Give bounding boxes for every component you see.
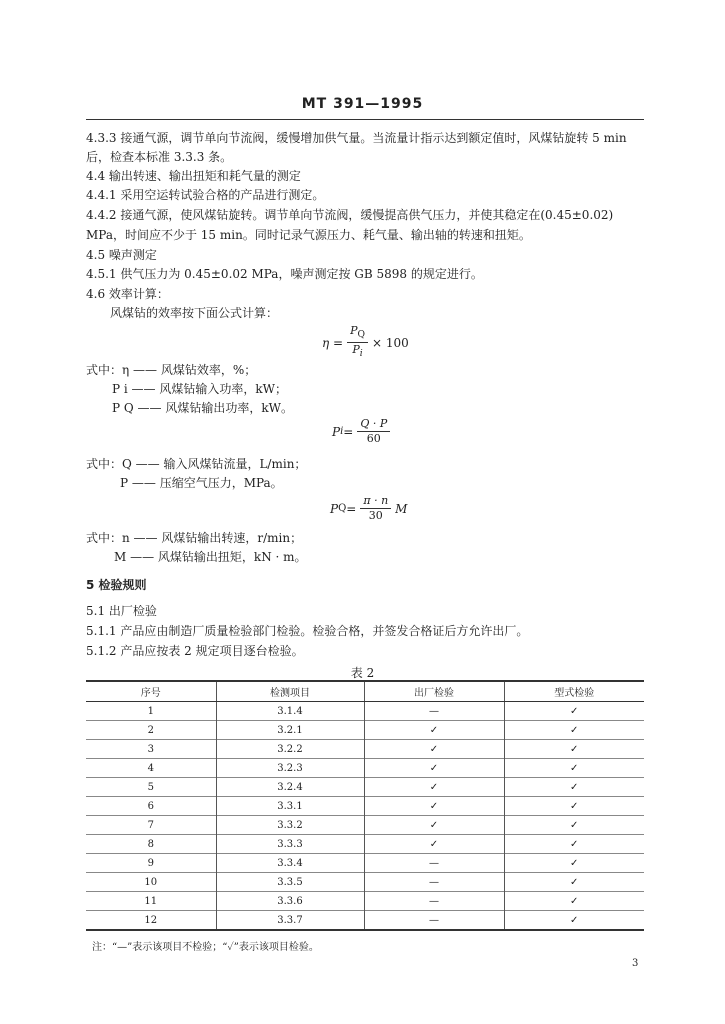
table-row xyxy=(86,911,644,931)
clause-4-4-2-cont: MPa，时间应不少于 15 min。同时记录气源压力、耗气量、输出轴的转速和扭矩。 xyxy=(86,228,531,242)
clause-5-1-1: 5.1.1 产品应由制造厂质量检验部门检验。检验合格，并签发合格证后方允许出厂。 xyxy=(86,624,529,638)
table-caption: 表 2 xyxy=(350,666,375,680)
formula-input-power xyxy=(332,417,394,446)
definition-pi: P i —— 风煤钻输入功率，kW； xyxy=(112,382,287,396)
table-row xyxy=(86,702,644,721)
formula-output-power-tail: M xyxy=(395,501,408,516)
cell-factory: — xyxy=(364,911,504,931)
formula-output-power-lhs: P xyxy=(330,501,339,516)
header-item: 检测项目 xyxy=(216,681,364,702)
page-number: 3 xyxy=(632,958,639,969)
cell-seq: 2 xyxy=(86,721,216,740)
formula-output-power-num: π · n xyxy=(360,494,391,509)
cell-seq: 1 xyxy=(86,702,216,721)
definition-m: M —— 风煤钻输出扭矩，kN · m。 xyxy=(114,550,307,564)
definition-q: 式中：Q —— 输入风煤钻流量，L/min； xyxy=(86,457,307,471)
cell-type: ✓ xyxy=(504,816,644,835)
clause-4-4-2: 4.4.2 接通气源，使风煤钻旋转。调节单向节流阀，缓慢提高供气压力，并使其稳定在(0.45±0.02) xyxy=(86,208,614,222)
formula-efficiency-lhs: η = xyxy=(322,335,344,350)
cell-item: 3.2.1 xyxy=(216,721,364,740)
formula-input-power-num: Q · P xyxy=(357,417,390,432)
clause-5-1: 5.1 出厂检验 xyxy=(86,604,157,618)
cell-item: 3.1.4 xyxy=(216,702,364,721)
clause-4-5-1: 4.5.1 供气压力为 0.45±0.02 MPa，噪声测定按 GB 5898 的规定进行。 xyxy=(86,267,483,281)
table-row xyxy=(86,816,644,835)
definition-p: P —— 压缩空气压力，MPa。 xyxy=(120,476,283,490)
formula-efficiency-den: P xyxy=(352,343,360,357)
header-seq: 序号 xyxy=(86,681,216,702)
standard-code-header: MT 391—1995 xyxy=(301,96,424,112)
cell-seq: 7 xyxy=(86,816,216,835)
cell-type: ✓ xyxy=(504,759,644,778)
formula-efficiency xyxy=(322,324,409,361)
cell-item: 3.2.4 xyxy=(216,778,364,797)
cell-seq: 9 xyxy=(86,854,216,873)
cell-seq: 4 xyxy=(86,759,216,778)
inspection-table xyxy=(86,680,644,931)
formula-efficiency-num-sub: Q xyxy=(357,329,365,341)
cell-seq: 5 xyxy=(86,778,216,797)
table-row xyxy=(86,759,644,778)
cell-item: 3.2.2 xyxy=(216,740,364,759)
table-row xyxy=(86,854,644,873)
header-factory-inspection: 出厂检验 xyxy=(364,681,504,702)
cell-item: 3.3.3 xyxy=(216,835,364,854)
formula-efficiency-tail: × 100 xyxy=(371,335,409,350)
clause-4-4: 4.4 输出转速、输出扭矩和耗气量的测定 xyxy=(86,169,301,183)
cell-seq: 12 xyxy=(86,911,216,931)
cell-seq: 6 xyxy=(86,797,216,816)
table-row xyxy=(86,721,644,740)
table-row xyxy=(86,873,644,892)
cell-seq: 10 xyxy=(86,873,216,892)
cell-seq: 11 xyxy=(86,892,216,911)
cell-item: 3.2.3 xyxy=(216,759,364,778)
cell-item: 3.3.4 xyxy=(216,854,364,873)
clause-4-3-3: 4.3.3 接通气源，调节单向节流阀，缓慢增加供气量。当流量计指示达到额定值时，风煤钻旋转 5 min xyxy=(86,131,627,145)
formula-output-power-den: 30 xyxy=(368,509,383,522)
definition-n: 式中：n —— 风煤钻输出转速，r/min； xyxy=(86,531,303,545)
table-note: 注：“—”表示该项目不检验；“✓”表示该项目检验。 xyxy=(92,942,319,953)
formula-output-power-lhs-sub: Q xyxy=(338,503,347,514)
cell-item: 3.3.6 xyxy=(216,892,364,911)
cell-type: ✓ xyxy=(504,797,644,816)
table-header-row xyxy=(86,681,644,702)
clause-4-5: 4.5 噪声测定 xyxy=(86,248,157,262)
formula-output-power xyxy=(330,494,407,523)
formula-input-power-lhs: P xyxy=(332,424,341,439)
cell-seq: 8 xyxy=(86,835,216,854)
definition-eta: 式中：η —— 风煤钻效率，%； xyxy=(86,363,257,377)
cell-item: 3.3.2 xyxy=(216,816,364,835)
clause-4-4-1: 4.4.1 采用空运转试验合格的产品进行测定。 xyxy=(86,188,325,202)
cell-type: ✓ xyxy=(504,892,644,911)
cell-item: 3.3.1 xyxy=(216,797,364,816)
header-rule xyxy=(86,119,644,120)
cell-type: ✓ xyxy=(504,702,644,721)
cell-factory: ✓ xyxy=(364,721,504,740)
formula-input-power-lhs-sub: i xyxy=(340,426,344,437)
efficiency-intro: 风煤钻的效率按下面公式计算： xyxy=(110,306,279,320)
section-5-title: 5 检验规则 xyxy=(86,578,147,592)
table-row xyxy=(86,835,644,854)
cell-type: ✓ xyxy=(504,854,644,873)
cell-factory: ✓ xyxy=(364,740,504,759)
formula-efficiency-num: P xyxy=(350,324,358,337)
cell-type: ✓ xyxy=(504,778,644,797)
formula-output-power-eq: = xyxy=(346,501,357,516)
cell-seq: 3 xyxy=(86,740,216,759)
formula-input-power-den: 60 xyxy=(366,432,381,445)
cell-type: ✓ xyxy=(504,911,644,931)
cell-factory: ✓ xyxy=(364,835,504,854)
table-row xyxy=(86,740,644,759)
cell-factory: — xyxy=(364,854,504,873)
clause-4-3-3-cont: 后，检查本标准 3.3.3 条。 xyxy=(86,150,233,164)
definition-pq: P Q —— 风煤钻输出功率，kW。 xyxy=(112,401,293,415)
table-row xyxy=(86,797,644,816)
cell-type: ✓ xyxy=(504,740,644,759)
cell-item: 3.3.7 xyxy=(216,911,364,931)
cell-factory: — xyxy=(364,892,504,911)
clause-4-6: 4.6 效率计算： xyxy=(86,287,169,301)
cell-factory: ✓ xyxy=(364,778,504,797)
header-type-inspection: 型式检验 xyxy=(504,681,644,702)
cell-factory: — xyxy=(364,702,504,721)
clause-5-1-2: 5.1.2 产品应按表 2 规定项目逐台检验。 xyxy=(86,644,304,658)
table-row xyxy=(86,892,644,911)
cell-factory: ✓ xyxy=(364,797,504,816)
cell-factory: ✓ xyxy=(364,816,504,835)
formula-input-power-eq: = xyxy=(343,424,354,439)
cell-type: ✓ xyxy=(504,873,644,892)
cell-type: ✓ xyxy=(504,721,644,740)
cell-factory: ✓ xyxy=(364,759,504,778)
cell-factory: — xyxy=(364,873,504,892)
formula-efficiency-den-sub: i xyxy=(359,348,363,360)
table-row xyxy=(86,778,644,797)
cell-item: 3.3.5 xyxy=(216,873,364,892)
cell-type: ✓ xyxy=(504,835,644,854)
